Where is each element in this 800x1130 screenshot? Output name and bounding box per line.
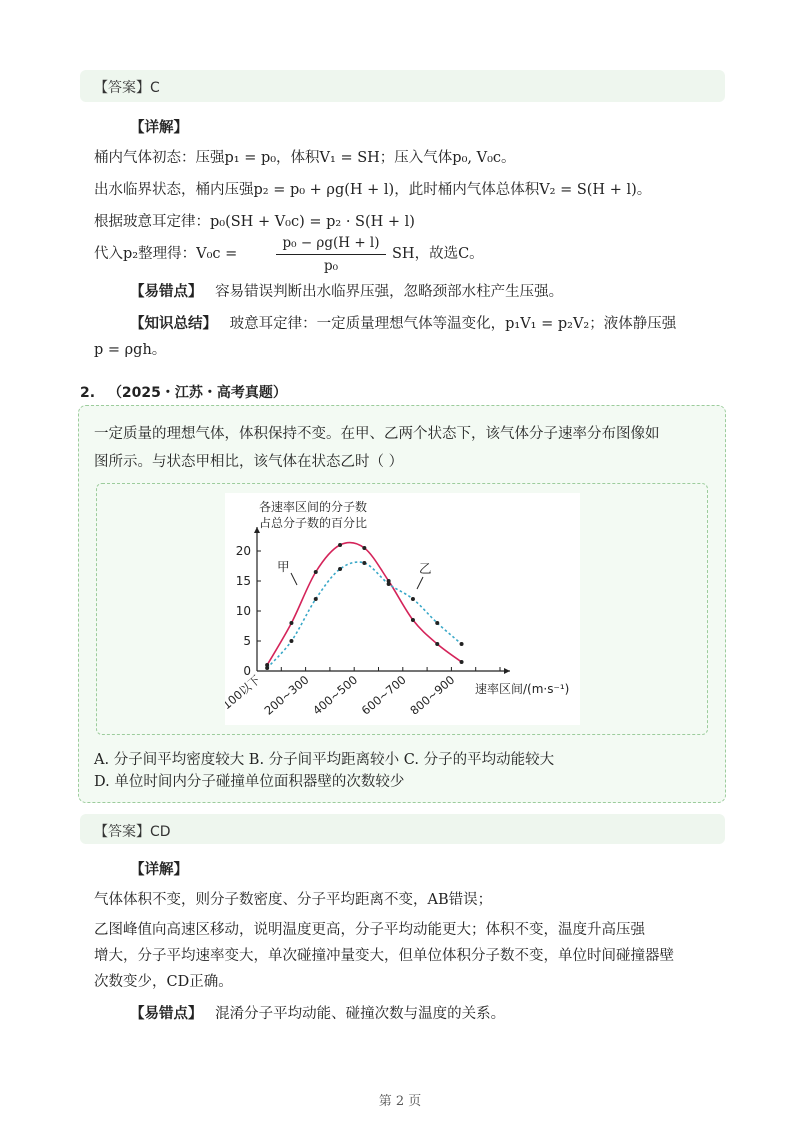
answer-bar-2 xyxy=(80,814,725,844)
summary-text: 玻意耳定律：一定质量理想气体等温变化，p₁V₁ = p₂V₂；液体静压强 xyxy=(229,316,677,332)
y-tick-label: 20 xyxy=(235,544,251,558)
y-tick-label: 10 xyxy=(235,604,251,618)
formula-denominator: p₀ xyxy=(323,258,339,274)
error-label: 【易错点】 xyxy=(130,284,203,300)
detail-line-2: 出水临界状态，桶内压强p₂ = p₀ + ρg(H + l)，此时桶内气体总体积V₂ = S(H + l)。 xyxy=(94,182,652,198)
speed-distribution-chart xyxy=(225,493,580,725)
fraction-bar xyxy=(276,254,386,255)
data-point xyxy=(411,597,415,601)
summary-label: 【知识总结】 xyxy=(130,316,217,332)
error-text: 容易错误判断出水临界压强，忽略颈部水柱产生压强。 xyxy=(215,284,564,300)
label-pointer-yi xyxy=(417,577,423,589)
answer-label: 【答案】 xyxy=(94,80,150,96)
x-tick-label: 400~500 xyxy=(310,672,361,718)
data-point xyxy=(314,597,318,601)
y-tick-label: 0 xyxy=(243,664,251,678)
data-point xyxy=(314,570,318,574)
detail-heading-2: 【详解】 xyxy=(130,862,188,878)
data-point xyxy=(460,642,464,646)
x-tick-label: 800~900 xyxy=(407,672,458,718)
x-axis-label: 速率区间/(m·s⁻¹) xyxy=(475,682,570,696)
series-label-yi: 乙 xyxy=(419,561,432,576)
data-point xyxy=(460,660,464,664)
summary-text-2: p = ρgh。 xyxy=(94,342,167,358)
detail-line-3: 根据玻意耳定律：p₀(SH + V₀c) = p₂ · S(H + l) xyxy=(94,214,415,230)
x-tick-label: 200~300 xyxy=(261,672,312,718)
y-tick-label: 15 xyxy=(235,574,251,588)
detail-heading: 【详解】 xyxy=(130,120,188,136)
data-point xyxy=(289,621,293,625)
options-line-1: A. 分子间平均密度较大 B. 分子间平均距离较小 C. 分子的平均动能较大 xyxy=(94,752,555,768)
data-point xyxy=(338,567,342,571)
detail2-line-2: 乙图峰值向高速区移动，说明温度更高，分子平均动能更大；体积不变，温度升高压强 xyxy=(94,922,645,938)
chart-area xyxy=(225,493,580,725)
question-stem-1: 一定质量的理想气体，体积保持不变。在甲、乙两个状态下，该气体分子速率分布图像如 xyxy=(94,426,660,442)
question-number: 2. xyxy=(80,385,96,401)
data-point xyxy=(265,666,269,670)
error-label-2: 【易错点】 xyxy=(130,1006,203,1022)
chart-title-2: 占总分子数的百分比 xyxy=(259,516,368,530)
series-label-jia: 甲 xyxy=(277,559,290,574)
formula-prefix: 代入p₂整理得：V₀c = xyxy=(94,246,238,262)
answer-bar xyxy=(80,70,725,102)
y-tick-label: 5 xyxy=(243,634,251,648)
error-point-2 xyxy=(130,1004,505,1024)
data-point xyxy=(289,639,293,643)
detail-line-1: 桶内气体初态：压强p₁ = p₀，体积V₁ = SH；压入气体p₀, V₀c。 xyxy=(94,150,516,166)
x-tick-label: 600~700 xyxy=(358,672,409,718)
formula-numerator: p₀ − ρg(H + l) xyxy=(282,235,380,251)
data-point xyxy=(435,621,439,625)
x-axis-arrow xyxy=(504,668,510,674)
data-point xyxy=(362,561,366,565)
knowledge-summary xyxy=(130,314,676,334)
question-source: （2025・江苏・高考真题） xyxy=(107,385,287,401)
data-point xyxy=(435,642,439,646)
detail2-line-3: 增大，分子平均速率变大，单次碰撞冲量变大，但单位体积分子数不变，单位时间碰撞器壁 xyxy=(94,948,674,964)
answer-value: C xyxy=(150,80,160,96)
chart-title-1: 各速率区间的分子数 xyxy=(259,500,368,514)
data-point xyxy=(411,618,415,622)
error-point xyxy=(130,282,563,302)
data-point xyxy=(387,582,391,586)
data-point xyxy=(338,543,342,547)
question-header xyxy=(80,382,287,402)
detail2-line-4: 次数变少，CD正确。 xyxy=(94,974,233,990)
formula-suffix: SH，故选C。 xyxy=(392,246,484,262)
series-line-jia xyxy=(267,543,461,665)
page-footer: 第 2 页 xyxy=(378,1094,422,1109)
label-pointer-jia xyxy=(291,573,297,585)
question-stem-2: 图所示。与状态甲相比，该气体在状态乙时（ ） xyxy=(94,454,404,470)
series-line-yi xyxy=(267,562,461,668)
answer-label-2: 【答案】 xyxy=(94,824,150,840)
detail2-line-1: 气体体积不变，则分子数密度、分子平均距离不变，AB错误； xyxy=(94,892,493,908)
answer-value-2: CD xyxy=(150,824,171,840)
data-point xyxy=(362,546,366,550)
options-line-2: D. 单位时间内分子碰撞单位面积器壁的次数较少 xyxy=(94,774,405,790)
x-tick-label: 100以下 xyxy=(225,672,263,713)
error-text-2: 混淆分子平均动能、碰撞次数与温度的关系。 xyxy=(215,1006,506,1022)
